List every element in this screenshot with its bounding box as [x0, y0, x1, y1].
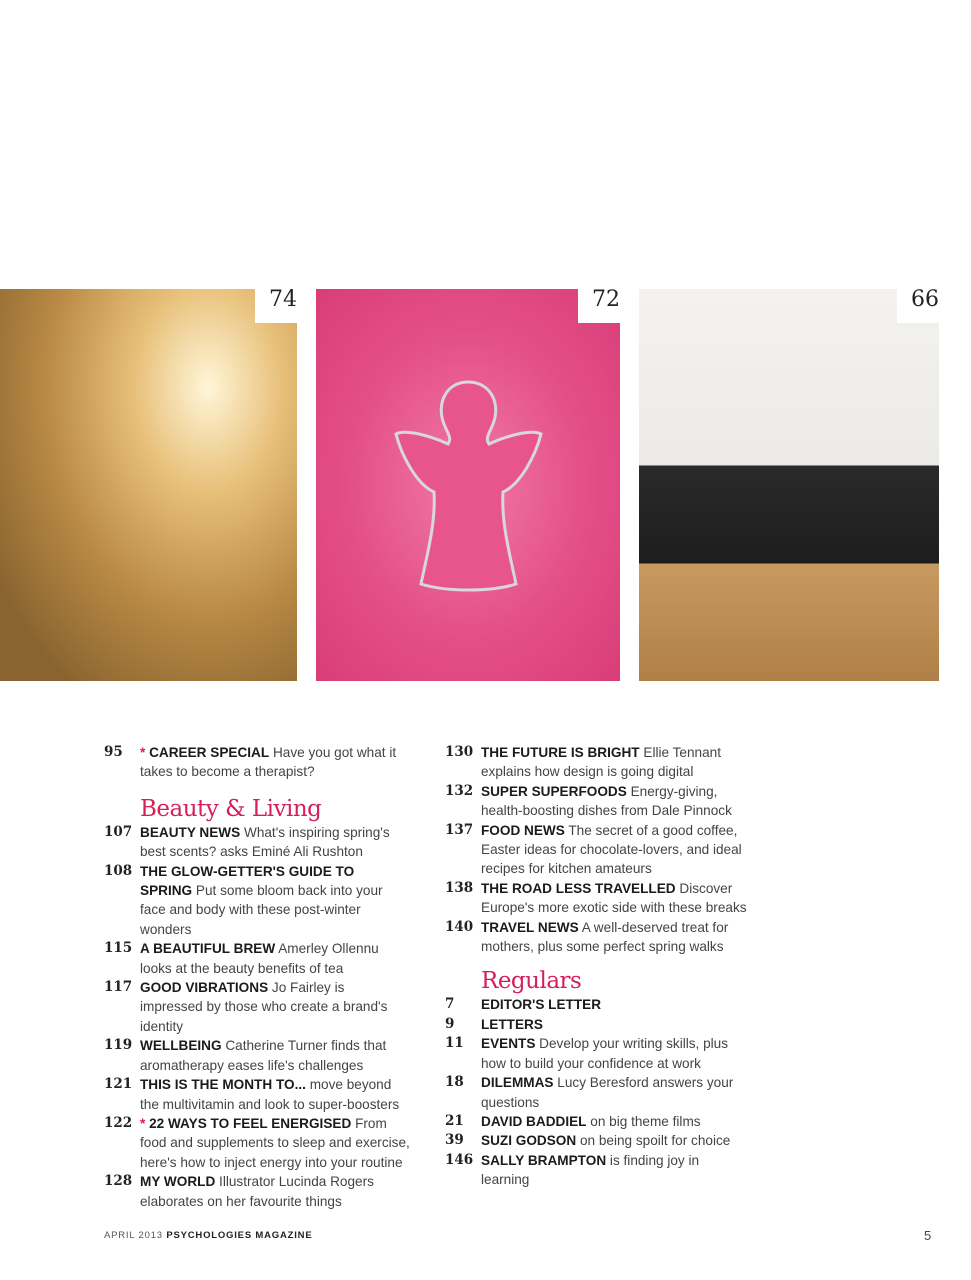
entry-page-number: 21 — [445, 1112, 464, 1129]
contents-entry — [104, 1075, 410, 1114]
entry-page-number: 95 — [104, 744, 123, 760]
photo-father-son-gaming — [639, 289, 939, 681]
entry-page-number: 107 — [104, 823, 133, 840]
entry-title: A BEAUTIFUL BREW — [140, 941, 276, 957]
asterisk-icon: * — [140, 1115, 146, 1131]
asterisk-icon: * — [140, 745, 146, 760]
entry-page-number: 132 — [445, 782, 474, 799]
entry-description: is finding joy in learning — [481, 1152, 700, 1188]
entry-title: BEAUTY NEWS — [140, 824, 241, 840]
contents-entry — [104, 862, 410, 940]
entry-title: WELLBEING — [140, 1038, 222, 1054]
entry-page-number: 108 — [104, 862, 133, 879]
contents-entry — [445, 782, 751, 821]
contents-entry — [445, 918, 751, 957]
entry-page-number: 39 — [445, 1132, 464, 1149]
photo-page-number: 66 — [897, 289, 939, 323]
entry-page-number: 140 — [445, 918, 474, 935]
entry-description: Energy-giving, health-boosting dishes from Dale Pinnock — [481, 783, 732, 819]
entry-description: on being spoilt for choice — [579, 1133, 731, 1149]
entry-page-number: 128 — [104, 1173, 133, 1190]
entry-title: SUPER SUPERFOODS — [481, 783, 627, 799]
contents-entry — [445, 1112, 751, 1131]
contents-entry — [104, 939, 410, 978]
footer-magazine: PSYCHOLOGIES MAGAZINE — [166, 1230, 313, 1241]
contents-entry — [104, 1036, 410, 1075]
entry-description: Amerley Ollennu looks at the beauty benefits of tea — [140, 941, 379, 976]
angel-cutter-shape — [386, 374, 551, 599]
photo-page-number: 72 — [578, 289, 620, 323]
entry-title: THE FUTURE IS BRIGHT — [481, 745, 640, 760]
contents-entry — [445, 995, 751, 1014]
entry-description: The secret of a good coffee, Easter ideas for chocolate-lovers, and ideal recipes for kitchen amateurs — [481, 822, 742, 877]
contents-entry — [445, 1015, 751, 1034]
contents-entry — [104, 978, 410, 1036]
entry-description: move beyond the multivitamin and look to super-boosters — [140, 1077, 400, 1112]
contents-entry — [104, 1172, 410, 1211]
entry-title: THE GLOW-GETTER'S GUIDE TO SPRING — [140, 863, 355, 899]
entry-page-number: 119 — [104, 1037, 133, 1054]
entry-title: MY WORLD — [140, 1174, 216, 1190]
entry-title: CAREER SPECIAL — [149, 745, 270, 760]
section-heading: Regulars — [481, 968, 582, 995]
entry-title: DAVID BADDIEL — [481, 1113, 587, 1129]
entry-description: on big theme films — [590, 1113, 701, 1129]
page-footer — [104, 1230, 312, 1241]
entry-description: Put some bloom back into your face and body with these post-winter wonders — [140, 883, 383, 937]
contents-entry — [445, 1151, 751, 1190]
entry-description: Illustrator Lucinda Rogers elaborates on her favourite things — [140, 1174, 374, 1209]
entry-title: TRAVEL NEWS — [481, 919, 579, 935]
entry-description: Develop your writing skills, plus how to build your confidence at work — [481, 1036, 729, 1071]
entry-description: A well-deserved treat for mothers, plus some perfect spring walks — [481, 919, 729, 955]
entry-page-number: 115 — [104, 940, 133, 957]
entry-title: THIS IS THE MONTH TO... — [140, 1077, 306, 1093]
photo-woman-sunlight — [0, 289, 297, 681]
entry-description: Jo Fairley is impressed by those who create a brand's identity — [140, 980, 388, 1034]
photo-angel-cookie-cutter — [316, 289, 620, 681]
entry-title: 22 WAYS TO FEEL ENERGISED — [149, 1115, 352, 1131]
entry-title: GOOD VIBRATIONS — [140, 980, 269, 996]
entry-title: SALLY BRAMPTON — [481, 1152, 607, 1168]
contents-entry — [445, 1131, 751, 1150]
entry-page-number: 122 — [104, 1114, 133, 1131]
contents-entry — [445, 879, 751, 918]
entry-description: Catherine Turner finds that aromatherapy eases life's challenges — [140, 1038, 387, 1073]
entry-title: DILEMMAS — [481, 1075, 554, 1091]
entry-description: What's inspiring spring's best scents? asks Eminé Ali Rushton — [140, 824, 390, 860]
entry-page-number: 9 — [445, 1015, 455, 1032]
entry-page-number: 138 — [445, 879, 474, 896]
entry-description: Lucy Beresford answers your questions — [481, 1075, 734, 1110]
page-number: 5 — [924, 1228, 932, 1243]
photo-page-number: 74 — [255, 289, 297, 323]
entry-page-number: 7 — [445, 996, 455, 1013]
entry-page-number: 137 — [445, 821, 474, 838]
contents-entry — [445, 1073, 751, 1112]
contents-entry — [104, 1114, 410, 1172]
contents-left-column — [104, 743, 410, 1211]
footer-date: APRIL 2013 — [104, 1230, 163, 1241]
entry-page-number: 130 — [445, 744, 474, 760]
entry-title: SUZI GODSON — [481, 1133, 577, 1149]
contents-entry — [445, 1034, 751, 1073]
entry-page-number: 121 — [104, 1076, 133, 1093]
entry-title: EDITOR'S LETTER — [481, 997, 602, 1013]
contents-entry — [445, 821, 751, 879]
entry-description: Discover Europe's more exotic side with these breaks — [481, 880, 747, 916]
entry-page-number: 18 — [445, 1074, 464, 1091]
contents-entry — [104, 743, 410, 782]
contents-entry — [445, 743, 751, 782]
entry-page-number: 146 — [445, 1151, 474, 1168]
entry-description: Have you got what it takes to become a therapist? — [140, 745, 397, 780]
section-heading: Beauty & Living — [140, 795, 322, 822]
entry-title: LETTERS — [481, 1016, 543, 1032]
entry-description: Ellie Tennant explains how design is going digital — [481, 745, 721, 780]
entry-description: From food and supplements to sleep and exercise, here's how to inject energy into your routine — [140, 1115, 410, 1170]
entry-page-number: 11 — [445, 1035, 464, 1052]
contents-right-column — [445, 743, 751, 1190]
entry-page-number: 117 — [104, 979, 133, 996]
entry-title: EVENTS — [481, 1036, 536, 1052]
entry-title: THE ROAD LESS TRAVELLED — [481, 880, 676, 896]
contents-entry — [104, 823, 410, 862]
entry-title: FOOD NEWS — [481, 822, 565, 838]
